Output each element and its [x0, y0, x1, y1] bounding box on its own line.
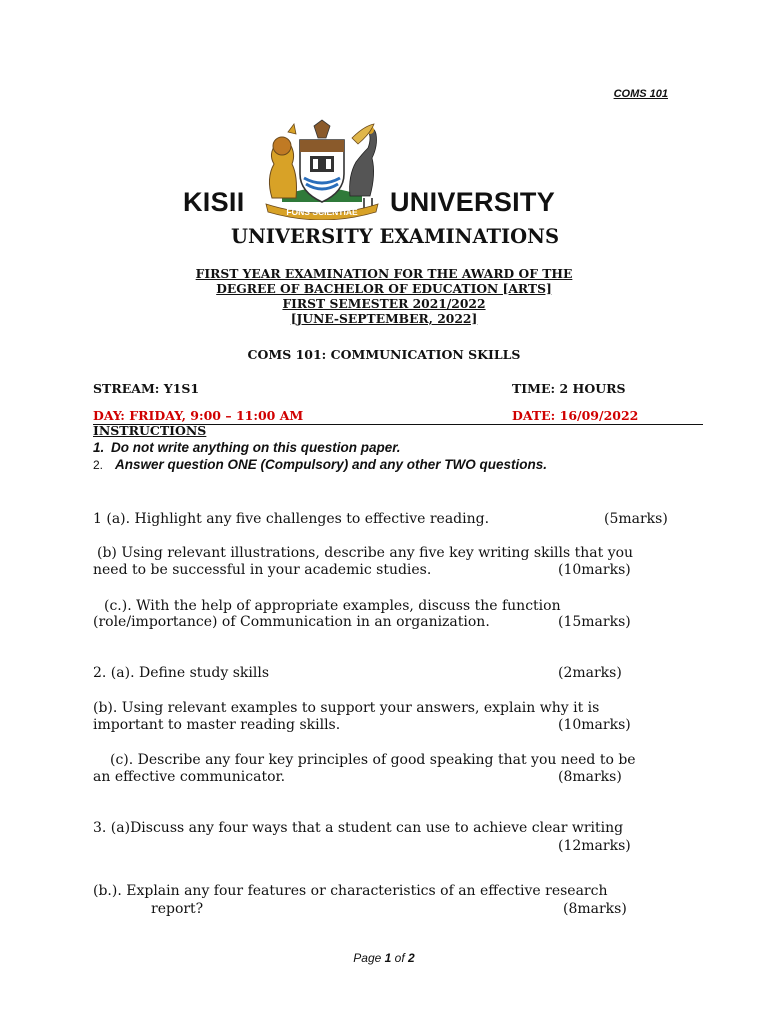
- marks-2b: (10marks): [558, 717, 631, 733]
- instruction-item: [93, 457, 547, 472]
- footer-of: of: [391, 951, 409, 965]
- exam-heading: [0, 225, 768, 248]
- instruction-item: [93, 440, 401, 455]
- footer-prefix: Page: [353, 951, 385, 965]
- instructions-heading: INSTRUCTIONS: [93, 423, 207, 438]
- marks-3a: (12marks): [558, 838, 631, 854]
- exam-heading-text: UNIVERSITY EXAMINATIONS: [230, 225, 560, 248]
- stream-label: STREAM: Y1S1: [93, 381, 200, 396]
- course-code: COMS 101: [613, 88, 668, 100]
- marks-2c: (8marks): [558, 769, 622, 785]
- instruction-text: Do not write anything on this question paper.: [111, 440, 401, 455]
- instruction-text: Answer question ONE (Compulsory) and any other TWO questions.: [115, 457, 548, 472]
- question-3a-line1: 3. (a)Discuss any four ways that a student can use to achieve clear writing: [93, 820, 624, 836]
- logo-word-kisii: KISII: [183, 187, 245, 217]
- lion-supporter-icon: [269, 124, 296, 198]
- subtitle-line: FIRST YEAR EXAMINATION FOR THE AWARD OF THE: [195, 266, 573, 281]
- marks-3b: (8marks): [563, 901, 627, 917]
- logo-word-university: UNIVERSITY: [390, 187, 556, 217]
- subtitle-line: [JUNE-SEPTEMBER, 2022]: [290, 311, 478, 326]
- subtitle-line: FIRST SEMESTER 2021/2022: [282, 296, 486, 311]
- page-footer: [0, 951, 768, 965]
- day-label: DAY: FRIDAY, 9:00 – 11:00 AM: [93, 408, 304, 423]
- instruction-number: 1.: [93, 440, 105, 455]
- question-1b-line1: (b) Using relevant illustrations, describe any five key writing skills that you: [97, 545, 634, 561]
- question-3b-line1: (b.). Explain any four features or characteristics of an effective research: [93, 883, 608, 899]
- marks-2a: (2marks): [558, 665, 622, 681]
- date-label: DATE: 16/09/2022: [512, 408, 639, 423]
- marks-1b: (10marks): [558, 562, 631, 578]
- time-label: TIME: 2 HOURS: [512, 381, 626, 396]
- marks-1a: (5marks): [604, 511, 668, 527]
- question-2c-line2: an effective communicator.: [93, 769, 286, 785]
- course-title: COMS 101: COMMUNICATION SKILLS: [247, 347, 521, 362]
- question-2c-line1: (c). Describe any four key principles of good speaking that you need to be: [110, 752, 636, 768]
- exam-subtitle-block: [0, 266, 768, 326]
- question-2a: 2. (a). Define study skills: [93, 665, 270, 681]
- instruction-number: 2.: [93, 458, 104, 472]
- footer-current-page: 1: [384, 951, 392, 965]
- question-3b-line2: report?: [151, 901, 204, 917]
- university-crest-logo: [252, 118, 392, 220]
- motto-text: FONS SCIENTIAE: [286, 207, 358, 217]
- shield-icon: [300, 120, 344, 202]
- motto-ribbon: [266, 204, 378, 220]
- question-1c-line2: (role/importance) of Communication in an organization.: [93, 614, 490, 630]
- question-1c-line1: (c.). With the help of appropriate examples, discuss the function: [104, 598, 561, 614]
- question-1a: 1 (a). Highlight any five challenges to effective reading.: [93, 511, 490, 527]
- subtitle-line: DEGREE OF BACHELOR OF EDUCATION [ARTS]: [216, 281, 552, 296]
- footer-total-pages: 2: [408, 951, 415, 965]
- question-2b-line1: (b). Using relevant examples to support your answers, explain why it is: [93, 700, 600, 716]
- question-2b-line2: important to master reading skills.: [93, 717, 341, 733]
- question-1b-line2: need to be successful in your academic studies.: [93, 562, 432, 578]
- marks-1c: (15marks): [558, 614, 631, 630]
